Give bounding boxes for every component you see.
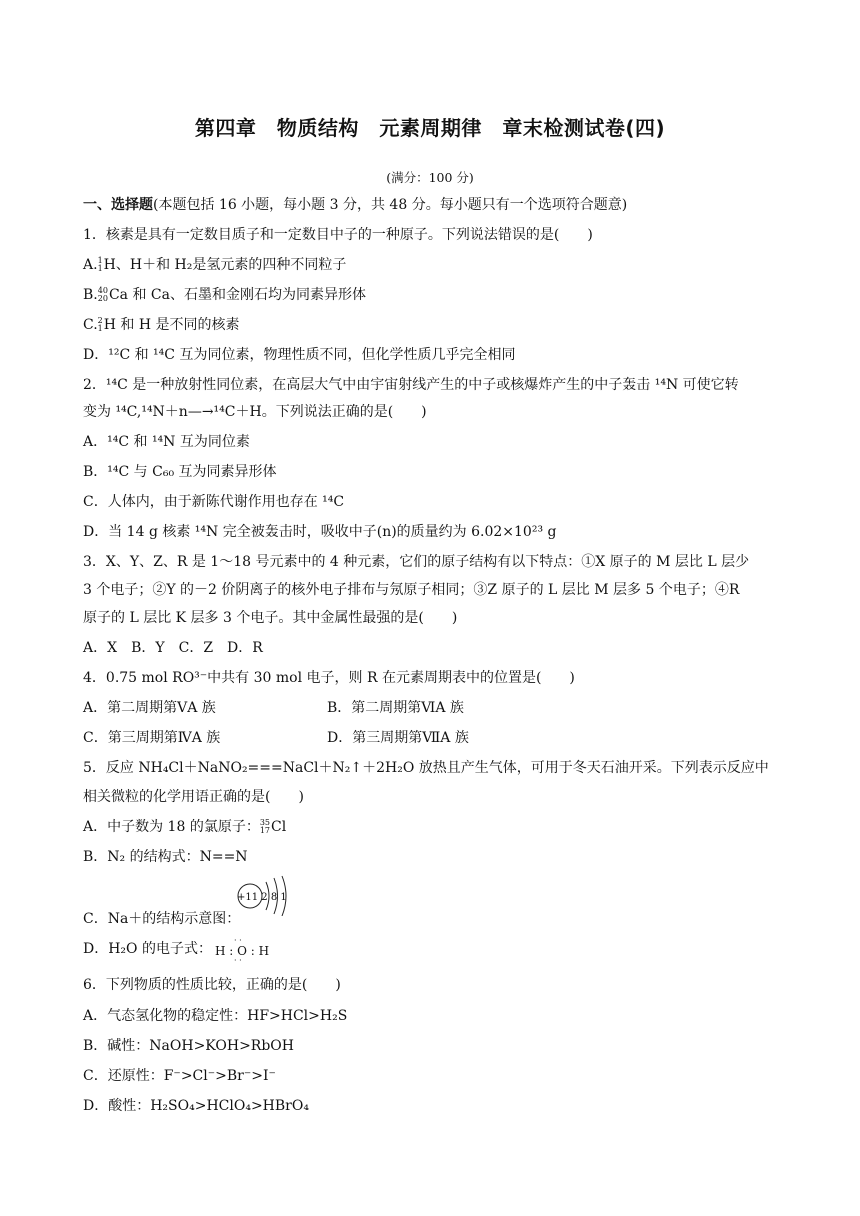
sodium-structure-diagram xyxy=(232,872,294,916)
q5-stem-line1: 5．反应 NH₄Cl＋NaNO₂===NaCl＋N₂↑＋2H₂O 放热且产生气体，可用于冬天石油开采。下列表示反应中 xyxy=(83,760,769,776)
q2-option-d: D．当 14 g 核素 ¹⁴N 完全被轰击时，吸收中子(n)的质量约为 6.02×10²³ g xyxy=(83,524,557,540)
q6-stem: 6．下列物质的性质比较，正确的是( ) xyxy=(83,977,341,993)
water-electron-formula xyxy=(214,938,274,964)
q1-option-c-text: H 和 H 是不同的核素 xyxy=(103,317,240,333)
q5-option-c: C．Na＋的结构示意图： xyxy=(83,911,241,927)
structure-diagram-label: +11 2 8 1 xyxy=(237,892,287,903)
q5-option-b: B．N₂ 的结构式：N==N xyxy=(83,849,248,865)
q4-option-b: B．第二周期第ⅥA 族 xyxy=(327,700,464,716)
q1-option-a-text: H、H＋和 H₂是氢元素的四种不同粒子 xyxy=(103,257,347,273)
q6-option-b: B．碱性：NaOH>KOH>RbOH xyxy=(83,1038,294,1054)
q1-option-c: C. 2 1 H 和 H 是不同的核素 xyxy=(83,316,240,333)
score-note: (满分：100 分) xyxy=(386,170,474,185)
q1-option-b: B. 40 20 Ca 和 Ca、石墨和金刚石均为同素异形体 xyxy=(83,286,366,303)
q1-stem: 1．核素是具有一定数目质子和一定数目中子的一种原子。下列说法错误的是( ) xyxy=(83,227,593,243)
q4-stem: 4．0.75 mol RO³⁻中共有 30 mol 电子，则 R 在元素周期表中的位置是( ) xyxy=(83,670,575,686)
q2-option-b: B．¹⁴C 与 C₆₀ 互为同素异形体 xyxy=(83,464,277,480)
water-formula-text: H : O : H xyxy=(215,944,270,958)
q6-option-d: D．酸性：H₂SO₄>HClO₄>HBrO₄ xyxy=(83,1098,309,1114)
q4-option-c: C．第三周期第ⅣA 族 xyxy=(83,730,221,746)
q4-option-a: A．第二周期第ⅤA 族 xyxy=(83,700,216,716)
section-heading xyxy=(83,196,627,214)
q5-option-a-symbol: Cl xyxy=(271,819,287,835)
q5-option-a-text: A．中子数为 18 的氯原子： xyxy=(83,819,260,835)
q3-stem-line3: 原子的 L 层比 K 层多 3 个电子。其中金属性最强的是( ) xyxy=(83,610,458,626)
lone-pair-bottom: · · xyxy=(234,956,242,964)
q1-option-b-text: Ca 和 Ca、石墨和金刚石均为同素异形体 xyxy=(108,287,366,303)
q3-stem-line2: 3 个电子；②Y 的－2 价阴离子的核外电子排布与氖原子相同；③Z 原子的 L 层比 M 层多 5 个电子；④R xyxy=(83,582,740,598)
q5-stem-line2: 相关微粒的化学用语正确的是( ) xyxy=(83,789,304,805)
q3-stem-line1: 3．X、Y、Z、R 是 1～18 号元素中的 4 种元素，它们的原子结构有以下特点：①X 原子的 M 层比 L 层少 xyxy=(83,554,750,570)
q2-option-a: A．¹⁴C 和 ¹⁴N 互为同位素 xyxy=(83,434,250,450)
q6-option-a: A．气态氢化物的稳定性：HF>HCl>H₂S xyxy=(83,1008,348,1024)
q1-option-d: D．¹²C 和 ¹⁴C 互为同位素，物理性质不同，但化学性质几乎完全相同 xyxy=(83,347,516,363)
q6-option-c: C．还原性：F⁻>Cl⁻>Br⁻>I⁻ xyxy=(83,1068,276,1084)
q5-option-d: D．H₂O 的电子式： xyxy=(83,941,212,957)
lone-pair-top: · · xyxy=(234,938,242,945)
q3-options: A．X B．Y C．Z D．R xyxy=(83,640,263,656)
q1-option-a: A. 1 1 H、H＋和 H₂是氢元素的四种不同粒子 xyxy=(83,256,347,273)
q2-stem-line1: 2．¹⁴C 是一种放射性同位素，在高层大气中由宇宙射线产生的中子或核爆炸产生的中子轰击 ¹⁴N 可使它转 xyxy=(83,377,739,393)
q2-stem-line2: 变为 ¹⁴C,¹⁴N＋n—→¹⁴C＋H。下列说法正确的是( ) xyxy=(83,404,427,420)
q2-option-c: C．人体内，由于新陈代谢作用也存在 ¹⁴C xyxy=(83,494,345,510)
section-label: 一、选择题 xyxy=(83,197,153,213)
q4-option-d: D．第三周期第ⅦA 族 xyxy=(327,730,469,746)
section-note: (本题包括 16 小题，每小题 3 分，共 48 分。每小题只有一个选项符合题意) xyxy=(153,197,628,213)
q5-option-a: A．中子数为 18 的氯原子： 35 17 Cl xyxy=(83,818,287,835)
page-title: 第四章 物质结构 元素周期律 章末检测试卷(四) xyxy=(194,116,666,140)
